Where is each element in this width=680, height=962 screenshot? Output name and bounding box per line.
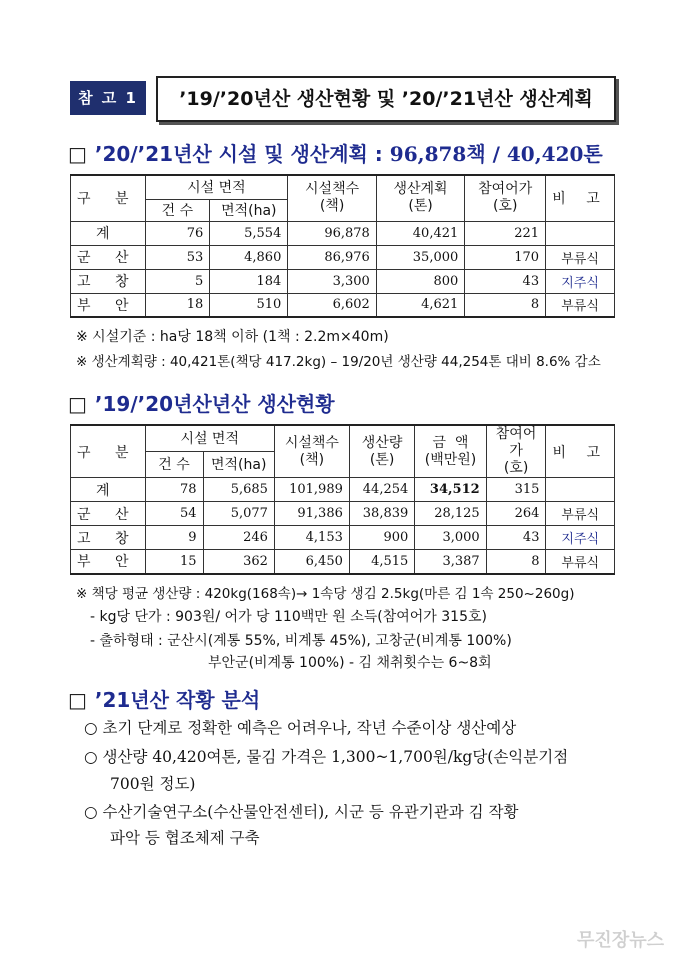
col-remarks: 비 고 xyxy=(546,175,615,221)
cell-remark: 지주식 xyxy=(546,526,615,550)
cell-books: 6,450 xyxy=(274,550,349,574)
col-prod: 생산량 (톤) xyxy=(349,425,414,478)
note-unit-price: - kg당 단가 : 903원/ 어가 당 110백만 원 소득(참여어가 315호) xyxy=(90,609,487,625)
col-fishers: 참여어가 (호) xyxy=(465,175,546,221)
col-fishers: 참여어 가 (호) xyxy=(486,425,546,478)
bullet-text: 수산기술연구소(수산물안전센터), 시군 등 유관기관과 김 작황 xyxy=(102,803,519,821)
cell-area: 184 xyxy=(210,269,288,293)
circle-bullet-icon: ○ xyxy=(84,719,98,737)
cell-fishers: 221 xyxy=(465,221,546,245)
watermark-logo: 무진장뉴스 xyxy=(577,930,664,951)
cell-count: 53 xyxy=(145,245,210,269)
cell-area: 362 xyxy=(203,550,274,574)
cell-count: 9 xyxy=(145,526,203,550)
row-label: 부 안 xyxy=(71,550,146,574)
col-amount: 금 액 (백만원) xyxy=(415,425,486,478)
cell-books: 101,989 xyxy=(274,478,349,502)
cell-books: 3,300 xyxy=(288,269,376,293)
cell-fishers: 43 xyxy=(486,526,546,550)
col-facility-area: 시설 면적 xyxy=(145,425,274,451)
bullet-text: 초기 단계로 정확한 예측은 어려우나, 작년 수준이상 생산예상 xyxy=(102,719,517,737)
cell-books: 86,976 xyxy=(288,245,376,269)
note-shipping-cont: 부안군(비계통 100%) - 김 채취횟수는 6~8회 xyxy=(208,655,492,671)
table-row xyxy=(71,502,615,526)
circle-bullet-icon: ○ xyxy=(84,748,98,766)
production-table xyxy=(70,424,615,575)
note-average-yield: ※ 책당 평균 생산량 : 420kg(168속)→ 1속당 생김 2.5kg(마른 김 1속 250~260g) xyxy=(76,586,575,602)
cell-count: 18 xyxy=(145,293,210,317)
col-books: 시설책수 (책) xyxy=(288,175,376,221)
cell-amount: 3,387 xyxy=(415,550,486,574)
bullet-text-cont: 파악 등 협조체제 구축 xyxy=(110,829,260,847)
cell-books: 6,602 xyxy=(288,293,376,317)
table-row xyxy=(71,269,615,293)
col-category: 구 분 xyxy=(71,425,146,478)
note-facility-standard: ※ 시설기준 : ha당 18책 이하 (1책 : 2.2m×40m) xyxy=(76,329,389,345)
col-plan: 생산계획 (톤) xyxy=(376,175,464,221)
cell-fishers: 8 xyxy=(486,550,546,574)
table-row xyxy=(71,478,615,502)
cell-prod: 40,421 xyxy=(376,221,464,245)
section1-checkbox-icon: □ xyxy=(68,142,87,166)
row-label: 군 산 xyxy=(71,245,146,269)
cell-area: 5,685 xyxy=(203,478,274,502)
col-category: 구 분 xyxy=(71,175,146,221)
row-label: 계 xyxy=(71,478,146,502)
cell-fishers: 315 xyxy=(486,478,546,502)
cell-fishers: 170 xyxy=(465,245,546,269)
section2-checkbox-icon: □ xyxy=(68,392,87,416)
cell-amount: 3,000 xyxy=(415,526,486,550)
table-row xyxy=(71,245,615,269)
cell-area: 510 xyxy=(210,293,288,317)
circle-bullet-icon: ○ xyxy=(84,803,98,821)
cell-books: 4,153 xyxy=(274,526,349,550)
cell-prod: 38,839 xyxy=(349,502,414,526)
cell-count: 76 xyxy=(145,221,210,245)
section1-heading xyxy=(68,138,603,167)
section3-checkbox-icon: □ xyxy=(68,688,87,712)
bullet-item xyxy=(84,745,568,767)
bullet-item xyxy=(84,716,516,738)
cell-prod: 44,254 xyxy=(349,478,414,502)
row-label: 고 창 xyxy=(71,526,146,550)
cell-remark: 부류식 xyxy=(546,550,615,574)
section2-heading xyxy=(68,388,335,417)
section1-figures: 96,878책 / 40,420톤 xyxy=(389,142,603,166)
cell-remark: 부류식 xyxy=(546,502,615,526)
row-label: 계 xyxy=(71,221,146,245)
cell-prod: 4,515 xyxy=(349,550,414,574)
cell-amount: 28,125 xyxy=(415,502,486,526)
cell-prod: 4,621 xyxy=(376,293,464,317)
plan-table xyxy=(70,174,615,318)
cell-remark: 부류식 xyxy=(546,245,615,269)
col-books: 시설책수 (책) xyxy=(274,425,349,478)
col-area: 면적(ha) xyxy=(203,451,274,477)
cell-remark: 지주식 xyxy=(546,269,615,293)
cell-area: 5,554 xyxy=(210,221,288,245)
cell-fishers: 8 xyxy=(465,293,546,317)
bullet-text-cont: 700원 정도) xyxy=(110,775,196,793)
cell-books: 91,386 xyxy=(274,502,349,526)
cell-prod: 800 xyxy=(376,269,464,293)
cell-fishers: 43 xyxy=(465,269,546,293)
cell-area: 246 xyxy=(203,526,274,550)
section3-heading xyxy=(68,684,260,713)
section1-title: ’20/’21년산 시설 및 생산계획 : xyxy=(94,142,383,166)
section3-title: ’21년산 작황 분석 xyxy=(94,688,261,712)
cell-fishers: 264 xyxy=(486,502,546,526)
bullet-item xyxy=(84,800,518,822)
table-row xyxy=(71,550,615,574)
row-label: 고 창 xyxy=(71,269,146,293)
cell-amount: 34,512 xyxy=(415,478,486,502)
cell-books: 96,878 xyxy=(288,221,376,245)
reference-tag: 참 고 1 xyxy=(70,81,146,115)
cell-remark: 부류식 xyxy=(546,293,615,317)
row-label: 부 안 xyxy=(71,293,146,317)
note-plan-amount: ※ 생산계획량 : 40,421톤(책당 417.2kg) – 19/20년 생산량 44,254톤 대비 8.6% 감소 xyxy=(76,354,601,370)
page-title: ’19/’20년산 생산현황 및 ’20/’21년산 생산계획 xyxy=(156,76,616,122)
cell-count: 15 xyxy=(145,550,203,574)
table-row xyxy=(71,526,615,550)
table-row xyxy=(71,293,615,317)
col-facility-area: 시설 면적 xyxy=(145,175,288,199)
col-count: 건 수 xyxy=(145,451,203,477)
row-label: 군 산 xyxy=(71,502,146,526)
col-count: 건 수 xyxy=(145,199,210,221)
col-remarks: 비 고 xyxy=(546,425,615,478)
bullet-text: 생산량 40,420여톤, 물김 가격은 1,300~1,700원/kg당(손익분기점 xyxy=(102,748,569,766)
cell-area: 4,860 xyxy=(210,245,288,269)
table-row xyxy=(71,221,615,245)
col-area: 면적(ha) xyxy=(210,199,288,221)
cell-prod: 35,000 xyxy=(376,245,464,269)
cell-count: 78 xyxy=(145,478,203,502)
cell-prod: 900 xyxy=(349,526,414,550)
cell-count: 5 xyxy=(145,269,210,293)
cell-remark xyxy=(546,221,615,245)
section2-title: ’19/’20년산년산 생산현황 xyxy=(94,392,335,416)
note-shipping: - 출하형태 : 군산시(계통 55%, 비계통 45%), 고창군(비계통 100%) xyxy=(90,633,512,649)
cell-area: 5,077 xyxy=(203,502,274,526)
cell-remark xyxy=(546,478,615,502)
cell-count: 54 xyxy=(145,502,203,526)
